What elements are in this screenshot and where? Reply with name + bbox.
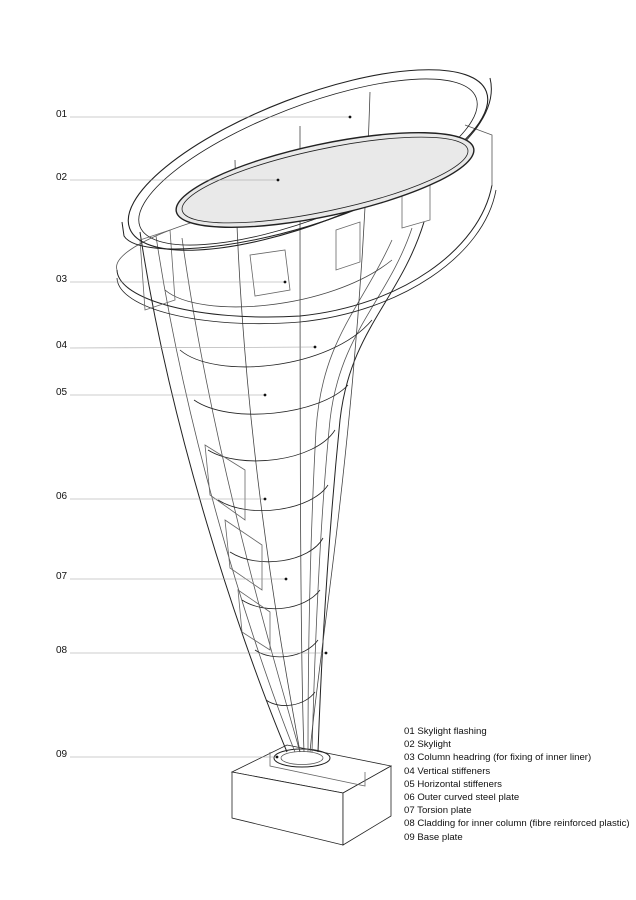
legend-line: 08 Cladding for inner column (fibre reinforced plastic) [404,818,630,830]
callout-number: 03 [56,274,68,285]
legend-line: 05 Horizontal stiffeners [404,778,502,790]
callout-number: 02 [56,172,68,183]
leader-dot [314,346,317,349]
leader-dot [276,756,279,759]
column-drawing [107,33,509,845]
callout-number: 01 [56,109,68,120]
legend-line: 02 Skylight [404,739,451,751]
legend-line: 01 Skylight flashing [404,726,487,737]
callout-number: 08 [56,645,68,656]
legend [404,725,630,844]
callout-number: 04 [56,340,68,351]
leader-line [70,347,315,348]
legend-line: 04 Vertical stiffeners [404,765,491,777]
legend-line: 09 Base plate [404,831,463,843]
callout-number: 06 [56,491,68,502]
leader-dot [349,116,352,119]
callout-number: 07 [56,571,68,582]
horizontal-rings [165,260,392,706]
leader-dot [264,394,267,397]
leader-dot [277,179,280,182]
base-block [232,745,391,845]
callout-number: 05 [56,387,68,398]
leader-dot [264,498,267,501]
leader-dot [285,578,288,581]
leader-dot [284,281,287,284]
legend-line: 06 Outer curved steel plate [404,792,520,804]
legend-line: 07 Torsion plate [404,805,472,817]
callout-number: 09 [56,749,68,760]
legend-line: 03 Column headring (for fixing of inner liner) [404,752,592,764]
leader-dot [325,652,328,655]
